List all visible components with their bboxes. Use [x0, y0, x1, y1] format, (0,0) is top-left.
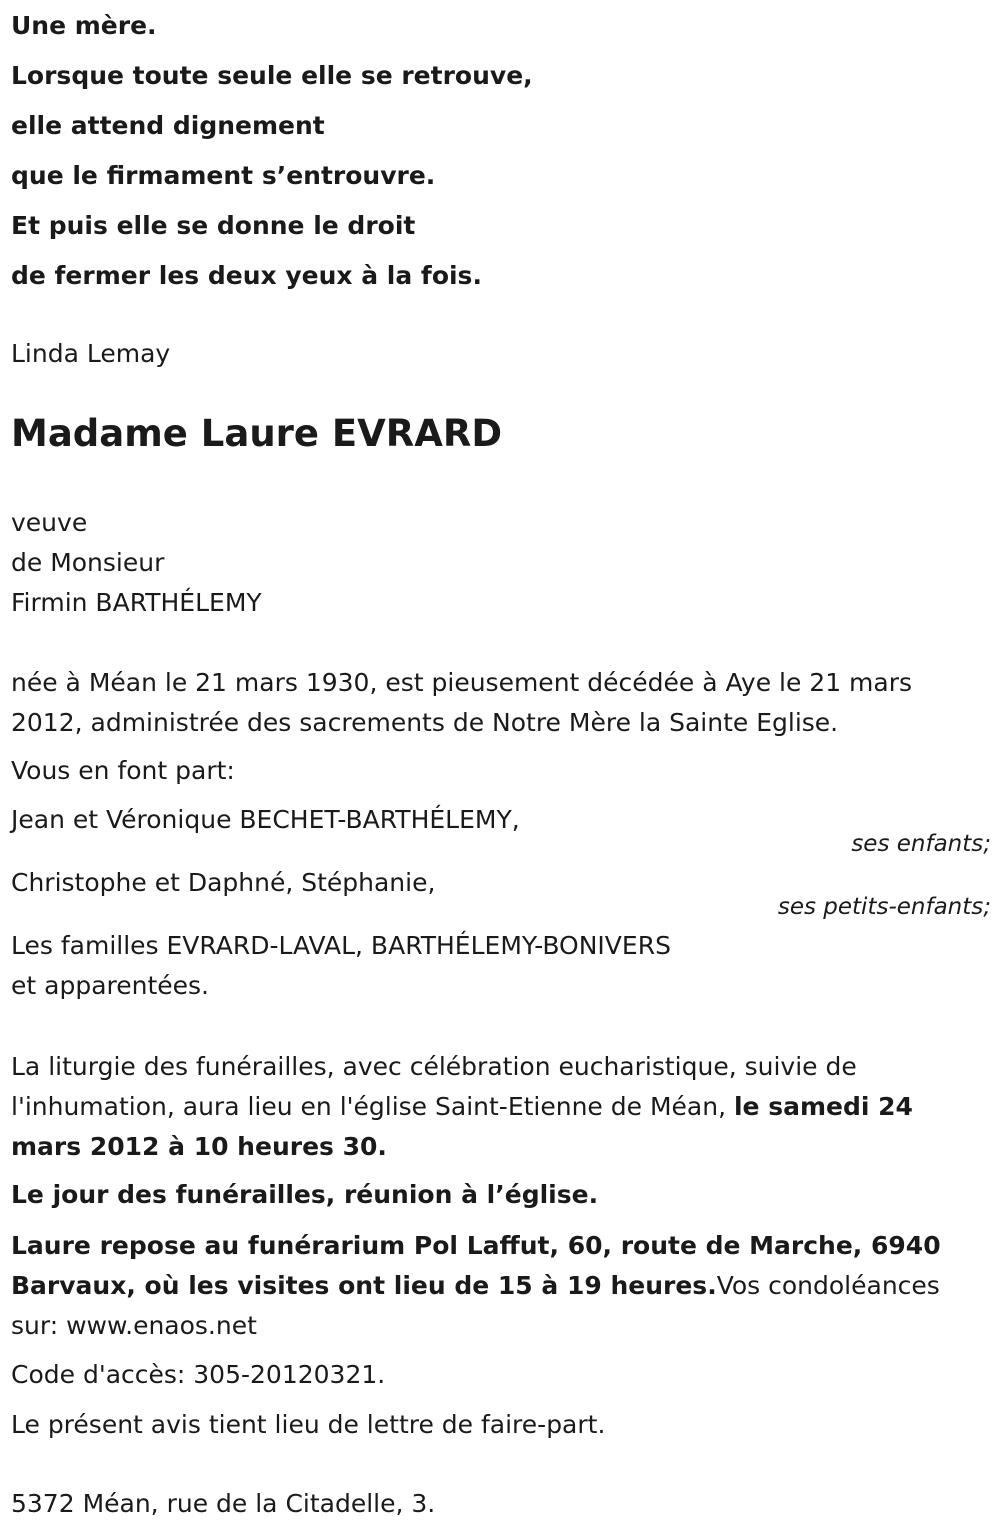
grandchildren-relation: ses petits-enfants;	[777, 894, 991, 920]
repose-details	[11, 1226, 991, 1346]
notice-text: Le présent avis tient lieu de lettre de faire-part.	[11, 1410, 606, 1439]
grandchildren-names: Christophe et Daphné, Stéphanie,	[11, 868, 436, 897]
condolences-text: Vos condoléances sur: www.enaos.net	[11, 1271, 940, 1340]
poem-line: de fermer les deux yeux à la fois.	[11, 261, 482, 290]
deceased-name: Madame Laure EVRARD	[11, 412, 503, 455]
children-names: Jean et Véronique BECHET-BARTHÉLEMY,	[11, 805, 520, 834]
widow-line: Firmin BARTHÉLEMY	[11, 588, 262, 617]
gathering-note: Le jour des funérailles, réunion à l’église.	[11, 1180, 599, 1209]
funeral-date: le samedi 24 mars 2012 à 10 heures 30.	[11, 1092, 913, 1161]
widow-line: de Monsieur	[11, 548, 165, 577]
poem-line: elle attend dignement	[11, 111, 325, 140]
poem-line: Lorsque toute seule elle se retrouve,	[11, 61, 533, 90]
widow-line: veuve	[11, 508, 88, 537]
families-line: Les familles EVRARD-LAVAL, BARTHÉLEMY-BONIVERS	[11, 931, 671, 960]
children-relation: ses enfants;	[851, 831, 991, 857]
poem-line: Une mère.	[11, 11, 157, 40]
poem-author: Linda Lemay	[11, 339, 171, 368]
funeral-details	[11, 1047, 991, 1167]
funeral-text: La liturgie des funérailles, avec célébration eucharistique, suivie de l'inhumation, aura lieu en l'église Saint-Etienne de Méan,	[11, 1052, 857, 1121]
repose-text: Laure repose au funérarium Pol Laffut, 60, route de Marche, 6940 Barvaux, où les visites ont lieu de 15 à 19 heures.	[11, 1231, 941, 1300]
poem-line: Et puis elle se donne le droit	[11, 211, 416, 240]
poem	[11, 8, 533, 308]
poem-line: que le firmament s’entrouvre.	[11, 161, 436, 190]
address: 5372 Méan, rue de la Citadelle, 3.	[11, 1489, 436, 1518]
access-code: Code d'accès: 305-20120321.	[11, 1360, 386, 1389]
widow-of	[11, 503, 262, 623]
announcement-intro: Vous en font part:	[11, 756, 235, 785]
birth-death-text: née à Méan le 21 mars 1930, est pieusement décédée à Aye le 21 mars 2012, administrée des sacrements de Notre Mère la Sainte Eglise.	[11, 668, 913, 737]
families-line: et apparentées.	[11, 971, 209, 1000]
